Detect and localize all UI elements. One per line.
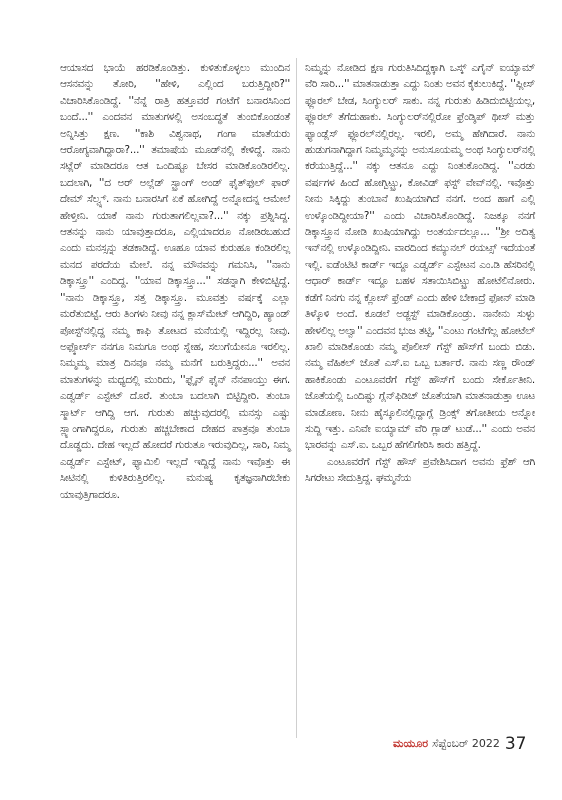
article-paragraph: ಆಯಾಸದ ಭಾಯೆ ಹರಡಿಕೊಂಡಿತ್ತು. ಕುಳಿತುಕೊಳ್ಳಲು ಮುಂದಿನ ಆಸನವನ್ನು ತೋರಿ, ''ಹೇಳಿ, ಎಲ್ಲಿಂದ ಬರುತ್ತಿದ್ದೀರಿ?'' ವಿಚಾರಿಸಿಕೊಂಡಿದ್ದೆ. ''ನೆನ್ನೆ ರಾತ್ರಿ ಹತ್ತೂವರೆ ಗಂಟೆಗೆ ಬನಾರಸಿನಿಂದ ಬಂದೆ...'' ಎಂದವನ ಮಾತುಗಳಲ್ಲಿ ಅಸಂಬದ್ಧತೆ ತುಂಬಿಕೊಂಡಂತೆ ಅನ್ನಿಸಿತ್ತು ಕ್ಷಣ. ''ಕಾಶಿ ವಿಶ್ವನಾಥ, ಗಂಗಾ ಮಾತೆಯರು ಆರೋಗ್ಯವಾಗಿದ್ದಾರಾ?...'' ತಮಾಷೆಯ ಮೂಡ್‌ನಲ್ಲಿ ಕೇಳಿದ್ದೆ. ನಾನು ಸಟ್ಲೆರ್ ಮಾಡಿದರೂ ಆತ ಒಂದಿಷ್ಟೂ ಬೇಸರ ಮಾಡಿಕೊಂಡಿರಲಿಲ್ಲ. ಬದಲಾಗಿ, ''ದ ಅರ್ ಅಲ್ಲೆಡ್ ಸ್ಟ್ರಾಂಗ್ ಅಂಡ್ ಫೈತ್‌ಫುಲ್ ಫಾರ್ ದೇಮ್ ಸೆಲ್ವ್ಸ್. ನಾನು ಬನಾರಸಿಗೆ ಏಕೆ ಹೋಗಿದ್ದೆ ಅನ್ನೋದನ್ನ ಆಮೇಲೆ ಹೇಳ್ತೀನಿ. ಯಾಕೆ ನಾನು ಗುರುತಾಗಲಿಲ್ಲವಾ?...'' ನಕ್ಕು ಪ್ರಶ್ನಿಸಿದ್ದ. ಆತನನ್ನು ನಾನು ಯಾವುತ್ತಾದರೂ, ಎಲ್ಲಿಯಾದರೂ ನೋಡಿರಬಹುದೆ ಎಂದು ಮನಸ್ಸನ್ನು ತಡಕಾಡಿದ್ದೆ. ಊಹೂ ಯಾವ ಕುರುಹೂ ಕಂಡಿರಲಿಲ್ಲ ಮನದ ಪರದೆಯ ಮೇಲೆ. ನನ್ನ ಮೌನವನ್ನು ಗಮನಿಸಿ, ''ನಾನು ಡಿಕ್ಕಾಸ್ತ್ರೂ'' ಎಂದಿದ್ದ. ''ಯಾವ ಡಿಕ್ಕಾಸ್ತ್ರೂ...'' ಸಡನ್ನಾಗಿ ಕೇಳಿಬಿಟ್ಟಿದ್ದೆ. ''ನಾನು ಡಿಕ್ಕಾಸ್ತ್ರೂ, ಸತ್ತ ಡಿಕ್ಕಾಸ್ತ್ರೂ. ಮೂವತ್ತು ವರ್ಷಕ್ಕೆ ಎಲ್ಲಾ ಮರೆತುಬಿಟ್ಟೆ. ಆರು ತಿಂಗಳು ನೀವು ನನ್ನ ಕ್ಲಾಸ್‌ಮೇಟ್ ಆಗಿದ್ದಿರಿ, ಹ್ಯಾಂಡ್ ಪೋಸ್ಟ್‌ನಲ್ಲಿದ್ದ ನಮ್ಮ ಕಾಫಿ ತೋಟದ ಮನೆಯಲ್ಲಿ ಇದ್ದಿರಲ್ಲ ನೀವು. ಅಫ್ಕೋರ್ಸ್ ನನಗೂ ನಿಮಗೂ ಅಂಥ ಸ್ನೇಹ, ಸಲುಗೆಯೇನೂ ಇರಲಿಲ್ಲ. ನಿಮ್ಮಮ್ಮ ಮಾತ್ರ ದಿನವೂ ನಮ್ಮ ಮನೆಗೆ ಬರುತ್ತಿದ್ದರು...'' ಅವನ ಮಾತುಗಳನ್ನು ಮಧ್ಯದಲ್ಲಿ ಮುರಿದು, ''ಫ್ಲೈನ್ ಫೈನ್ ನೆನಪಾಯ್ತು ಈಗ. ಎಡ್ವರ್ಡ್ ಎಸ್ಟೇಟ್ ದೊರೆ. ತುಂಬಾ ಬದಲಾಗಿ ಬಿಟ್ಟಿದ್ದೀರಿ. ತುಂಬಾ ಸ್ಮಾರ್ಟ್ ಆಗಿದ್ದಿ ಆಗ. ಗುರುತು ಹಚ್ಚುವುದರಲ್ಲಿ ಮನಸ್ಸು ಎಷ್ಟು ಸ್ಲ್ಯಾಂಗಾಗಿದ್ದರೂ, ಗುರುತು ಹಚ್ಚಬೇಕಾದ ದೇಹದ ಪಾತ್ರವೂ ತುಂಬಾ ದೊಡ್ಡದು. ದೇಹ ಇಲ್ಲದೆ ಹೋದರೆ ಗುರುತೂ ಇರುವುದಿಲ್ಲ, ಸಾರಿ, ನಿಮ್ಮ ಎಡ್ವರ್ಡ್ ಎಸ್ಟೇಟ್, ಫ್ಯಾಮಿಲಿ ಇಲ್ಲದೆ ಇದ್ದಿದ್ದೆ ನಾನು ಇವೊತ್ತು ಈ ಸೀಟಿನಲ್ಲಿ ಕುಳಿತಿರುತ್ತಿರಲಿಲ್ಲ. ಮನುಷ್ಯ ಕೃತಜ್ಞನಾಗಿರಬೇಕು ಯಾವುತ್ತಿಗಾದರೂ. <box>60 62 290 501</box>
page-footer <box>393 732 527 756</box>
article-paragraph: ಎಂಟೂವರೆಗೆ ಗೆಸ್ಟ್ ಹೌಸ್ ಪ್ರವೇಶಿಸಿದಾಗ ಅವನು ಫ್ರೆಶ್ ಆಗಿ ಸಿಗರೇಟು ಸೇದುತ್ತಿದ್ದ. ಘಮ್ಮನೆಯ <box>305 455 535 485</box>
article-paragraph: ನಿಮ್ಮನ್ನು ನೋಡಿದ ಕ್ಷಣ ಗುರುತಿಸಿದಿದ್ದಕ್ಕಾಗಿ ಒಸ್ಕ್ ಎಗೈನ್ ಐಯ್ಯಾಮ್ ವೆರಿ ಸಾರಿ...'' ಮಾತನಾಡುತ್ತಾ ಎದ್ದು ನಿಂತು ಅವನ ಕೈಕುಲುಕಿದ್ದೆ. ''ಪ್ಲೀಸ್ ಫ್ಲೂರಲ್ ಬೇಡ, ಸಿಂಗ್ಯುಲರ್ ಸಾಕು. ನನ್ನ ಗುರುತು ಹಿಡಿದುಬಿಟ್ಟಿಯಲ್ಲ, ಫ್ಲೂರಲ್ ತೆಗೆದುಹಾಕು. ಸಿಂಗ್ಯುಲರ್‌ನಲ್ಲಿರೋ ಫ್ರೆಂಡ್ಶಿಪ್ ಥೀಸ್ ಮತ್ತು ಫ್ಯಾಂಡ್ಲೆಸ್ ಫ್ಲೂರಲ್‌ನಲ್ಲಿರಲ್ಲ. ಇರಲಿ, ಅಮ್ಮ ಹೇಗಿದಾರೆ. ನಾನು ಹುಡುಗನಾಗಿದ್ದಾಗ ನಿಮ್ಮಮ್ಮನನ್ನು ಅನುಸೂಯಮ್ಮ ಅಂಥ ಸಿಂಗ್ಯುಲರ್‌ನಲ್ಲಿ ಕರೆಯುತ್ತಿದ್ದೆ...'' ನಕ್ಕು ಆತನೂ ಎದ್ದು ನಿಂತುಕೊಂಡಿದ್ದ. ''ಎರಡು ವರ್ಷಗಳ ಹಿಂದೆ ಹೋಗ್ಬಿಟ್ಟ್ರು, ಕೋವಿಡ್ ಫಸ್ಟ್ ವೇವ್‌ನಲ್ಲಿ. ಇವೊತ್ತು ನೀನು ಸಿಕ್ಕಿದ್ದು ತುಂಬಾನೆ ಖುಷಿಯಾಗಿದೆ ನನಗೆ. ಅಂದ ಹಾಗೆ ಎಲ್ಲಿ ಉಳ್ಕೊಂಡಿದ್ದೀಯಾ?'' ಎಂದು ವಿಚಾರಿಸಿಕೊಂಡಿದ್ದೆ. ನಿಜಕ್ಕೂ ನನಗೆ ಡಿಕ್ಕಾಸ್ತ್ರೂನ ನೋಡಿ ಖುಷಿಯಾಗಿದ್ದು ಅಂತರ್ಯದಲ್ಲೂ... ''ಶ್ರೀ ಅದಿತ್ಯ ಇನ್‌ನಲ್ಲಿ ಉಳ್ಕೊಂಡಿದ್ದೀನಿ. ವಾರದಿಂದ ಕಮ್ಯುನಲ್ ರಯಟ್ಸ್ ಇದೆಯಂತೆ ಇಲ್ಲಿ. ಐಡೆಂಟಿಟಿ ಕಾರ್ಡ್ ಇದ್ದೂ ಎಡ್ವರ್ಡ್ ಎಸ್ಟೇಟನ ಎಂ.ಡಿ ಹೆಸರಿನಲ್ಲಿ ಆಧಾರ್ ಕಾರ್ಡ್ ಇದ್ದೂ ಬಹಳ ಸತಾಯಿಸಿಬಿಟ್ಟ್ರು ಹೋಟೆಲಿನೋರು. ಕಡೆಗೆ ನಿನಗು ನನ್ನ ಕ್ಲೋಸ್ ಫ್ರೆಂಡ್ ಎಂದು ಹೇಳಿ ಬೇಕಾದ್ರೆ ಫೋನ್ ಮಾಡಿ ತಿಳ್ಕೊಳಿ ಅಂದೆ. ಕೂಡಲೆ ಅಡ್ಜಸ್ಟ್ ಮಾಡಿಕೊಂಡ್ರು. ನಾನೇನು ಸುಳ್ಳು ಹೇಳಲಿಲ್ಲ ಅಲ್ವಾ'' ಎಂದವನ ಭುಜ ತಟ್ಟಿ, ''ಎಂಟು ಗಂಟೆಗೆಲ್ಲ ಹೋಟೆಲ್ ಖಾಲಿ ಮಾಡಿಕೊಂಡು ನಮ್ಮ ಪೊಲೀಸ್ ಗೆಸ್ಟ್ ಹೌಸ್‌ಗೆ ಬಂದು ಬಿಡು. ನಮ್ಮ ವೆಹಿಕಲ್ ಜೊತೆ ಎಸ್.ಐ ಒಬ್ಬ ಬರ್ತಾರೆ. ನಾನು ಸಣ್ಣ ರೌಂಡ್ ಹಾಕಿಕೊಂಡು ಎಂಟೂವರೆಗೆ ಗೆಸ್ಟ್ ಹೌಸ್‌ಗೆ ಬಂದು ಸೇರ್ಕೊತೀನಿ. ಜೊತೆಯಲ್ಲಿ ಒಂದಿಷ್ಟು ಗ್ಲೆನ್‌ಫಿಡಿಚ್ ಜೊತೆಯಾಗಿ ಮಾತನಾಡುತ್ತಾ ಊಟ ಮಾಡೋಣ. ನೀನು ಹೈಸ್ಕೂಲಿನಲ್ಲಿದ್ದಾಗ್ಲೆ ಡ್ರಿಂಕ್ಸ್ ತಗೋತೀಯ ಅನ್ನೋ ಸುದ್ದಿ ಇತ್ತು. ಎನಿವೇ ಐಯ್ಯಾಮ್ ವೆರಿ ಗ್ಲಾಡ್ ಟುಡೆ...'' ಎಂದು ಅವನ ಭಾರವನ್ನು ಎಸ್.ಐ. ಒಬ್ಬರ ಹೆಗಲಿಗೇರಿಸಿ ಕಾರು ಹತ್ತಿದ್ದೆ. <box>305 62 535 452</box>
issue-date: ಸೆಪ್ಟೆಂಬರ್ 2022 <box>432 737 500 750</box>
magazine-logo: ಮಯೂರ <box>393 737 429 750</box>
article-column-left <box>60 60 290 503</box>
page-number: 37 <box>504 734 527 754</box>
column-divider <box>296 58 297 738</box>
article-column-right <box>305 60 535 487</box>
